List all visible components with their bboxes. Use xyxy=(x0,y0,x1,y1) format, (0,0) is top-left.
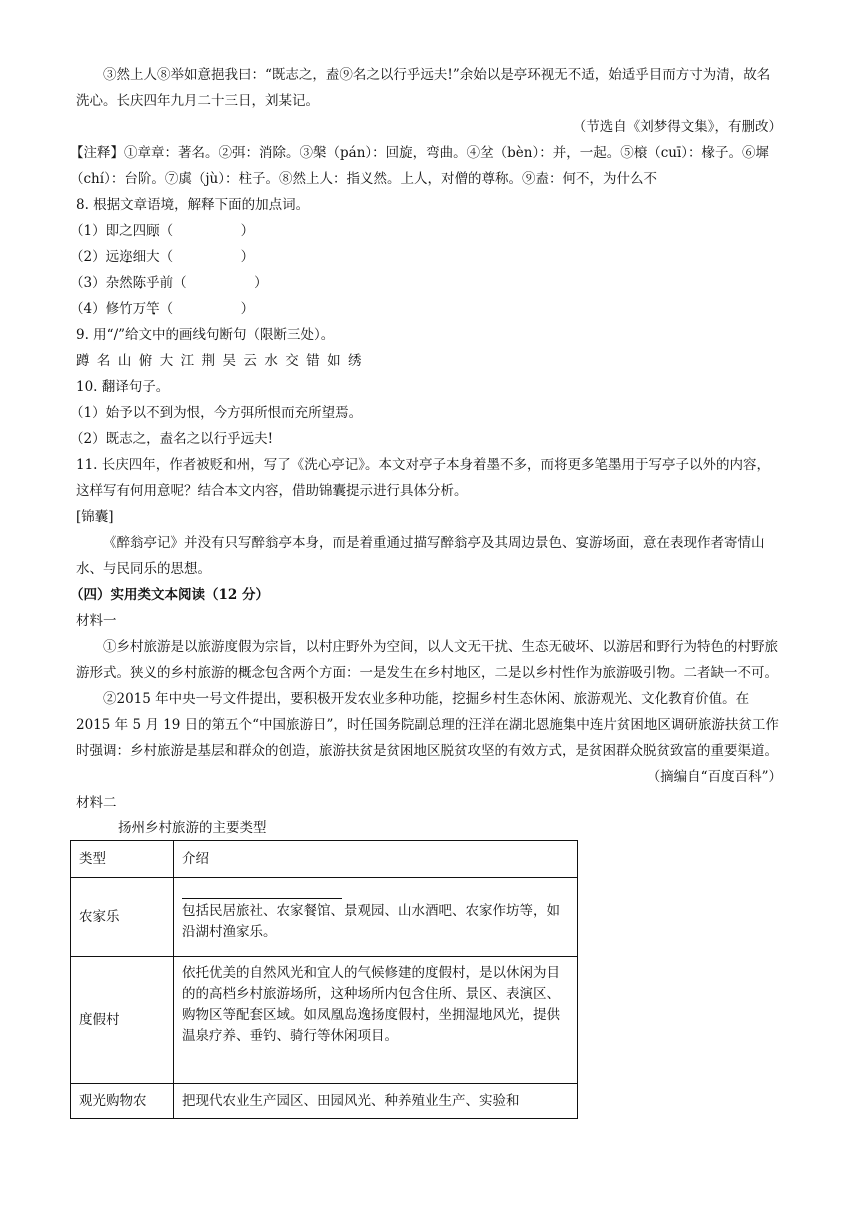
question-8-item xyxy=(70,218,782,244)
answer-blank[interactable]: （ ） xyxy=(159,301,255,317)
answer-blank[interactable]: （ ） xyxy=(173,275,268,291)
tip-text: 《醉翁亭记》并没有只写醉翁亭本身，而是着重通过描写醉翁亭及其周边景色、宴游场面，意在表现作者寄情山水、与民同乐的思想。 xyxy=(76,535,765,577)
underline-blank xyxy=(182,898,342,899)
question-8-item xyxy=(70,270,782,296)
dotted-word: 竿 xyxy=(146,301,160,317)
material-1-paragraph-1: ①乡村旅游是以旅游度假为宗旨，以村庄野外为空间，以人文无干扰、生态无破坏、以游居和野行为特色的村野旅游形式。狭义的乡村旅游的概念包含两个方面：一是发生在乡村地区，二是以乡村性作为旅游吸引物。二者缺一不可。 xyxy=(76,639,778,681)
question-8-item xyxy=(70,244,782,270)
material-1-paragraph-2: ②2015 年中央一号文件提出，要积极开发农业多种功能，挖掘乡村生态休闲、旅游观光、文化教育价值。在 2015 年 5 月 19 日的第五个“中国旅游日”，时任国务院副总理的汪洋在湖北恩施集中连片贫困地区调研旅游扶贫工作时强调：乡村旅游是基层和群众的创造，旅游扶贫是贫困地区脱贫攻坚的有效方式，是贫困群众脱贫致富的重要渠道。 xyxy=(76,691,779,759)
dotted-word: 迩 xyxy=(119,249,133,265)
table-cell-desc: 把现代农业生产园区、田园风光、种养殖业生产、实验和 xyxy=(174,1084,578,1119)
item-number: （2） xyxy=(70,249,106,265)
material-1-label: 材料一 xyxy=(76,613,117,629)
table-cell-type: 农家乐 xyxy=(71,878,174,957)
item-text: 细大 xyxy=(132,249,160,265)
table-caption: 扬州乡村旅游的主要类型 xyxy=(118,820,267,836)
item-text: 即之四 xyxy=(105,223,147,239)
tourism-types-table xyxy=(70,840,578,1119)
question-10-title: 10. 翻译句子。 xyxy=(76,379,170,395)
table-header-row xyxy=(71,841,578,878)
question-8-items xyxy=(70,218,782,322)
item-number: （1） xyxy=(70,223,106,239)
question-9-title: 9. 用“/”给文中的画线句断句（限断三处）。 xyxy=(76,327,335,343)
question-10-sentence-1: （1）始予以不到为恨，今方弭所恨而充所望焉。 xyxy=(70,405,363,421)
material-1-source: （摘编自“百度百科”） xyxy=(646,769,782,785)
exam-page xyxy=(70,62,782,1119)
item-number: （4） xyxy=(70,301,106,317)
question-8-item xyxy=(70,296,782,322)
table-header-cell: 类型 xyxy=(71,841,174,878)
passage-paragraph-3: ③然上人⑧举如意挹我曰：“既志之，盍⑨名之以行乎远夫!”余始以是亭环视无不适，始适乎目而方寸为清，故名洗心。长庆四年九月二十三日，刘某记。 xyxy=(76,67,771,109)
table-row xyxy=(71,878,578,957)
table-cell-desc: 依托优美的自然风光和宜人的气候修建的度假村，是以休闲为目的的高档乡村旅游场所，这种场所内包含住所、景区、表演区、购物区等配套区域。如凤凰岛逸扬度假村，坐拥湿地风光，提供温泉疗养、垂钓、骑行等休闲项目。 xyxy=(174,957,578,1084)
item-text: 远 xyxy=(105,249,120,265)
table-cell-type: 观光购物农 xyxy=(71,1084,174,1119)
table-cell-type: 度假村 xyxy=(71,957,174,1084)
table-row xyxy=(71,1084,578,1119)
table-cell-desc-text: 包括民居旅社、农家餐馆、景观园、山水酒吧、农家作坊等，如沿湖村渔家乐。 xyxy=(182,902,560,940)
table-cell-desc xyxy=(174,878,578,957)
answer-blank[interactable]: （ ） xyxy=(159,223,255,239)
passage-source: （节选自《刘梦得文集》，有删改） xyxy=(572,119,782,135)
material-2-label: 材料二 xyxy=(76,795,117,811)
question-10-sentence-2: （2）既志之，盍名之以行乎远夫! xyxy=(70,431,274,447)
question-11: 11. 长庆四年，作者被贬和州，写了《洗心亭记》。本文对亭子本身着墨不多，而将更多笔墨用于写亭子以外的内容，这样写有何用意呢？结合本文内容，借助锦囊提示进行具体分析。 xyxy=(76,457,771,499)
tip-label: [锦囊] xyxy=(76,509,114,525)
item-text: 修竹万 xyxy=(105,301,147,317)
passage-notes: 【注释】①章章：著名。②弭：消除。③槃（pán）：回旋，弯曲。④坌（bèn）：并，一起。⑤榱（cuī）：椽子。⑥墀（chí）：台阶。⑦虡（jù）：柱子。⑧然上人：指义然。上人，对僧的尊称。⑨盍：何不，为什么不 xyxy=(70,145,770,187)
table-header-cell: 介绍 xyxy=(174,841,578,878)
item-text: 乎前 xyxy=(146,275,174,291)
question-8-title: 8. 根据文章语境，解释下面的加点词。 xyxy=(76,197,310,213)
item-number: （3） xyxy=(70,275,106,291)
section-4-heading: （四）实用类文本阅读（12 分） xyxy=(70,587,269,603)
answer-blank[interactable]: （ ） xyxy=(159,249,255,265)
question-9-sentence: 蹲名山俯大江荆吴云水交错如绣 xyxy=(76,353,369,369)
dotted-word: 陈 xyxy=(132,275,147,291)
dotted-word: 顾 xyxy=(146,223,160,239)
table-row xyxy=(71,957,578,1084)
item-text: 杂然 xyxy=(105,275,133,291)
